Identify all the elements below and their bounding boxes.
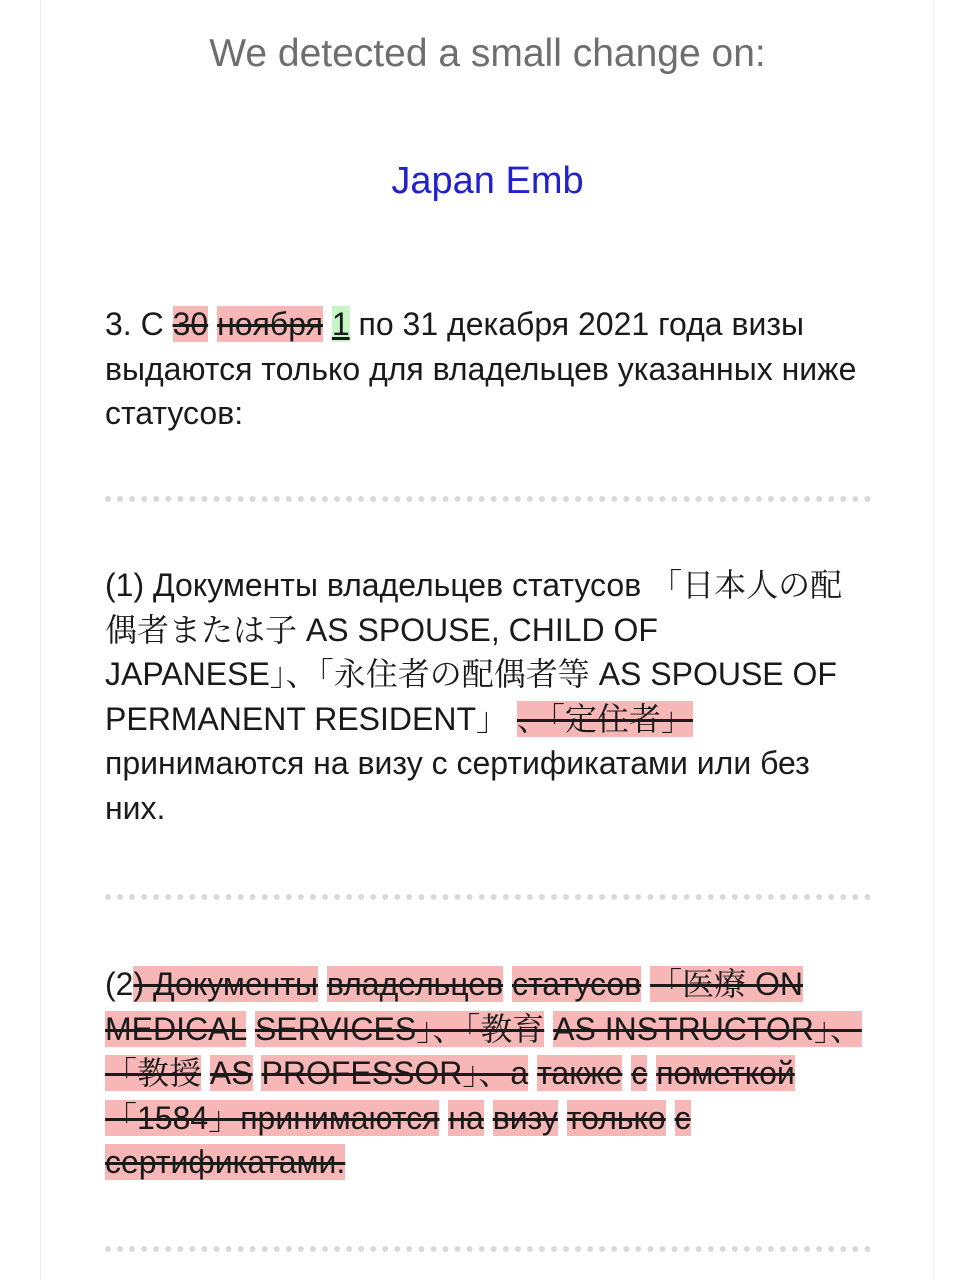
monitored-site-link[interactable]: Japan Emb bbox=[391, 160, 584, 202]
deleted-text: SERVICES」、「教育 bbox=[254, 1010, 545, 1047]
section-divider bbox=[105, 496, 871, 502]
deleted-text: с bbox=[631, 1055, 648, 1091]
text: по 31 декабря 2021 года визы выдаются только для владельцев указанных ниже статусов: bbox=[105, 306, 857, 431]
change-detected-heading: We detected a small change on: bbox=[209, 32, 766, 75]
deleted-text: ) bbox=[133, 966, 153, 1002]
email-frame-left-border bbox=[40, 0, 41, 1280]
deleted-text: ноября bbox=[217, 306, 323, 342]
deleted-text: AS bbox=[209, 1055, 253, 1091]
diff-paragraph-1 bbox=[105, 302, 870, 436]
text: 3. С bbox=[105, 306, 173, 342]
deleted-text: визу bbox=[492, 1099, 558, 1136]
deleted-text: также bbox=[537, 1055, 623, 1091]
inserted-text: 1 bbox=[331, 306, 350, 342]
deleted-text: Документы bbox=[153, 966, 318, 1002]
deleted-text: на bbox=[448, 1099, 484, 1136]
deleted-text: с bbox=[674, 1099, 691, 1136]
email-frame-right-border bbox=[933, 0, 934, 1280]
text: принимаются на визу с сертификатами или без них. bbox=[105, 745, 810, 826]
deleted-text: 「1584」принимаются bbox=[105, 1099, 440, 1136]
deleted-text: сертификатами. bbox=[105, 1144, 346, 1180]
deleted-text: только bbox=[566, 1099, 666, 1136]
deleted-text: AS INSTRUCTOR」、「教授 bbox=[105, 1010, 862, 1091]
deleted-text: PROFESSOR」、а bbox=[261, 1055, 529, 1091]
text: (1) Документы владельцев статусов 「日本人の配偶者または子 AS SPOUSE, CHILD OF JAPANESE」、「永住者の配偶者等 AS SPOUSE OF PERMANENT RESIDENT」 bbox=[105, 567, 843, 737]
deleted-text: владельцев bbox=[326, 966, 504, 1002]
diff-paragraph-3 bbox=[105, 962, 870, 1185]
deleted-text: MEDICAL bbox=[105, 1010, 247, 1047]
deleted-text: статусов bbox=[511, 966, 642, 1002]
section-divider bbox=[105, 894, 871, 900]
deleted-text: 「医療 ON bbox=[650, 966, 803, 1002]
deleted-text: 30 bbox=[172, 306, 209, 342]
diff-paragraph-2 bbox=[105, 563, 870, 830]
deleted-text: 、「定住者」 bbox=[516, 700, 693, 737]
deleted-text: пометкой bbox=[656, 1055, 795, 1091]
text: (2 bbox=[105, 966, 134, 1002]
section-divider bbox=[105, 1246, 871, 1252]
